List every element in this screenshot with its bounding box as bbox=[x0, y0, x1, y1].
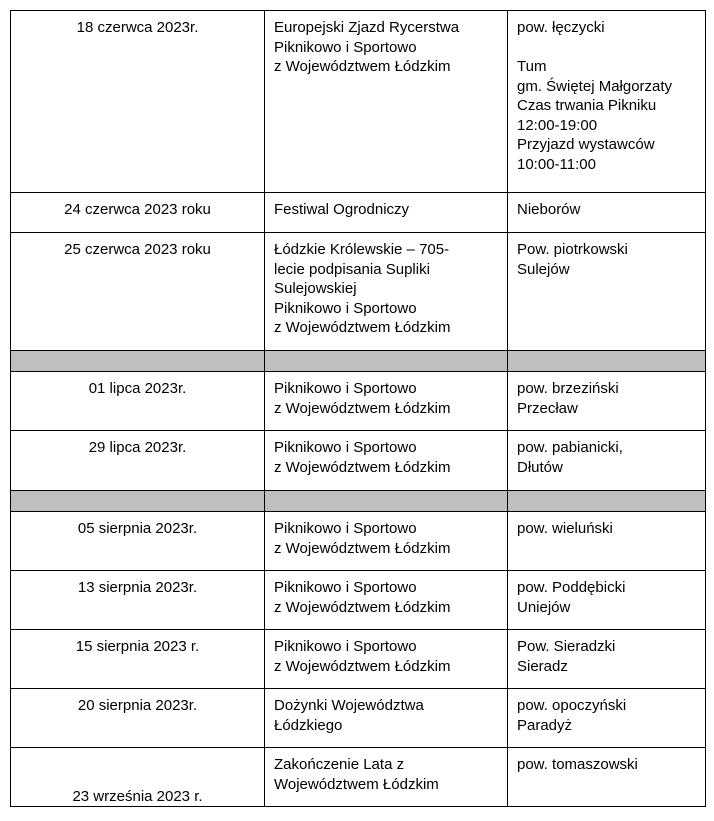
date-cell bbox=[11, 571, 265, 630]
place-line: pow. tomaszowski bbox=[517, 756, 638, 773]
table-row bbox=[11, 748, 706, 807]
date-cell bbox=[11, 193, 265, 233]
place-line: pow. pabianicki, bbox=[517, 439, 623, 456]
table-row bbox=[11, 11, 706, 193]
place-line: Dłutów bbox=[517, 458, 563, 476]
place-cell bbox=[508, 233, 706, 351]
date-text: 01 lipca 2023r. bbox=[88, 380, 187, 397]
event-line: lecie podpisania Supliki bbox=[274, 260, 430, 278]
event-line: Europejski Zjazd Rycerstwa bbox=[274, 19, 460, 36]
event-cell bbox=[265, 431, 508, 491]
event-line: Piknikowo i Sportowo bbox=[274, 579, 417, 596]
table-row bbox=[11, 372, 706, 431]
event-line: Łódzkiego bbox=[274, 716, 343, 734]
event-line: z Województwem Łódzkim bbox=[274, 657, 451, 675]
place-cell bbox=[508, 512, 706, 571]
event-cell bbox=[265, 193, 508, 233]
place-line: Paradyż bbox=[517, 716, 573, 734]
date-text: 29 lipca 2023r. bbox=[88, 439, 187, 456]
place-line: Przyjazd wystawców bbox=[517, 136, 655, 153]
place-line: Przecław bbox=[517, 399, 578, 417]
date-text: 13 sierpnia 2023r. bbox=[77, 579, 198, 596]
place-line: Pow. Sieradzki bbox=[517, 638, 616, 655]
event-line: Piknikowo i Sportowo bbox=[274, 520, 417, 537]
place-line: Tum bbox=[517, 58, 547, 75]
event-line: Piknikowo i Sportowo bbox=[274, 380, 417, 397]
event-cell bbox=[265, 689, 508, 748]
table-row bbox=[11, 689, 706, 748]
place-line: pow. brzeziński bbox=[517, 380, 619, 397]
event-cell bbox=[265, 748, 508, 807]
event-line: z Województwem Łódzkim bbox=[274, 319, 451, 336]
separator-cell bbox=[508, 351, 706, 372]
place-line: pow. Poddębicki bbox=[517, 579, 626, 596]
date-text: 23 września 2023 r. bbox=[72, 787, 203, 805]
date-cell bbox=[11, 233, 265, 351]
date-cell bbox=[11, 689, 265, 748]
event-line: Województwem Łódzkim bbox=[274, 775, 439, 793]
place-cell bbox=[508, 372, 706, 431]
event-line: Piknikowo i Sportowo bbox=[274, 638, 417, 655]
place-cell bbox=[508, 630, 706, 689]
date-cell bbox=[11, 748, 265, 807]
table-row bbox=[11, 193, 706, 233]
separator-cell bbox=[265, 491, 508, 512]
date-text: 05 sierpnia 2023r. bbox=[77, 520, 198, 537]
date-text: 18 czerwca 2023r. bbox=[76, 19, 199, 36]
date-text: 25 czerwca 2023 roku bbox=[64, 241, 211, 258]
month-separator-row bbox=[11, 351, 706, 372]
month-separator-row bbox=[11, 491, 706, 512]
place-cell bbox=[508, 748, 706, 807]
place-line: Sulejów bbox=[517, 260, 570, 278]
place-blank-line bbox=[517, 38, 696, 58]
place-line: Sieradz bbox=[517, 657, 568, 675]
place-cell bbox=[508, 571, 706, 630]
place-line: pow. wieluński bbox=[517, 520, 613, 537]
event-line: Piknikowo i Sportowo bbox=[274, 439, 417, 456]
date-cell bbox=[11, 431, 265, 491]
date-text: 15 sierpnia 2023 r. bbox=[75, 638, 200, 655]
table-row bbox=[11, 233, 706, 351]
place-cell bbox=[508, 11, 706, 193]
event-cell bbox=[265, 233, 508, 351]
event-cell bbox=[265, 372, 508, 431]
date-cell bbox=[11, 630, 265, 689]
event-line: z Województwem Łódzkim bbox=[274, 598, 451, 616]
date-cell bbox=[11, 372, 265, 431]
date-cell bbox=[11, 512, 265, 571]
place-cell bbox=[508, 431, 706, 491]
event-cell bbox=[265, 630, 508, 689]
date-text: 24 czerwca 2023 roku bbox=[64, 201, 211, 218]
event-cell bbox=[265, 512, 508, 571]
date-text: 20 sierpnia 2023r. bbox=[77, 697, 198, 714]
event-line: Sulejowskiej bbox=[274, 280, 357, 297]
place-line: gm. Świętej Małgorzaty bbox=[517, 77, 673, 95]
separator-cell bbox=[508, 491, 706, 512]
event-line: z Województwem Łódzkim bbox=[274, 458, 451, 476]
place-line: Nieborów bbox=[517, 201, 581, 218]
table-row bbox=[11, 512, 706, 571]
date-cell bbox=[11, 11, 265, 193]
table-row bbox=[11, 630, 706, 689]
place-line: Czas trwania Pikniku bbox=[517, 97, 657, 114]
event-line: z Województwem Łódzkim bbox=[274, 399, 451, 417]
separator-cell bbox=[11, 491, 265, 512]
place-line: pow. opoczyński bbox=[517, 697, 627, 714]
separator-cell bbox=[265, 351, 508, 372]
event-line: Piknikowo i Sportowo bbox=[274, 299, 417, 317]
event-line: z Województwem Łódzkim bbox=[274, 539, 451, 557]
place-line: 10:00-11:00 bbox=[517, 155, 596, 173]
place-cell bbox=[508, 689, 706, 748]
separator-cell bbox=[11, 351, 265, 372]
table-row bbox=[11, 431, 706, 491]
events-table-body bbox=[11, 11, 706, 807]
event-line: Łódzkie Królewskie – 705- bbox=[274, 241, 450, 258]
place-line: 12:00-19:00 bbox=[517, 116, 598, 134]
event-cell bbox=[265, 571, 508, 630]
event-line: Festiwal Ogrodniczy bbox=[274, 201, 410, 218]
event-line: Zakończenie Lata z bbox=[274, 756, 405, 773]
place-line: Pow. piotrkowski bbox=[517, 241, 628, 258]
events-table bbox=[10, 10, 706, 807]
event-line: z Województwem Łódzkim bbox=[274, 58, 451, 75]
place-line: Uniejów bbox=[517, 598, 571, 616]
table-row bbox=[11, 571, 706, 630]
place-line: pow. łęczycki bbox=[517, 19, 605, 36]
event-cell bbox=[265, 11, 508, 193]
event-line: Dożynki Województwa bbox=[274, 697, 424, 714]
place-cell bbox=[508, 193, 706, 233]
event-line: Piknikowo i Sportowo bbox=[274, 38, 417, 56]
